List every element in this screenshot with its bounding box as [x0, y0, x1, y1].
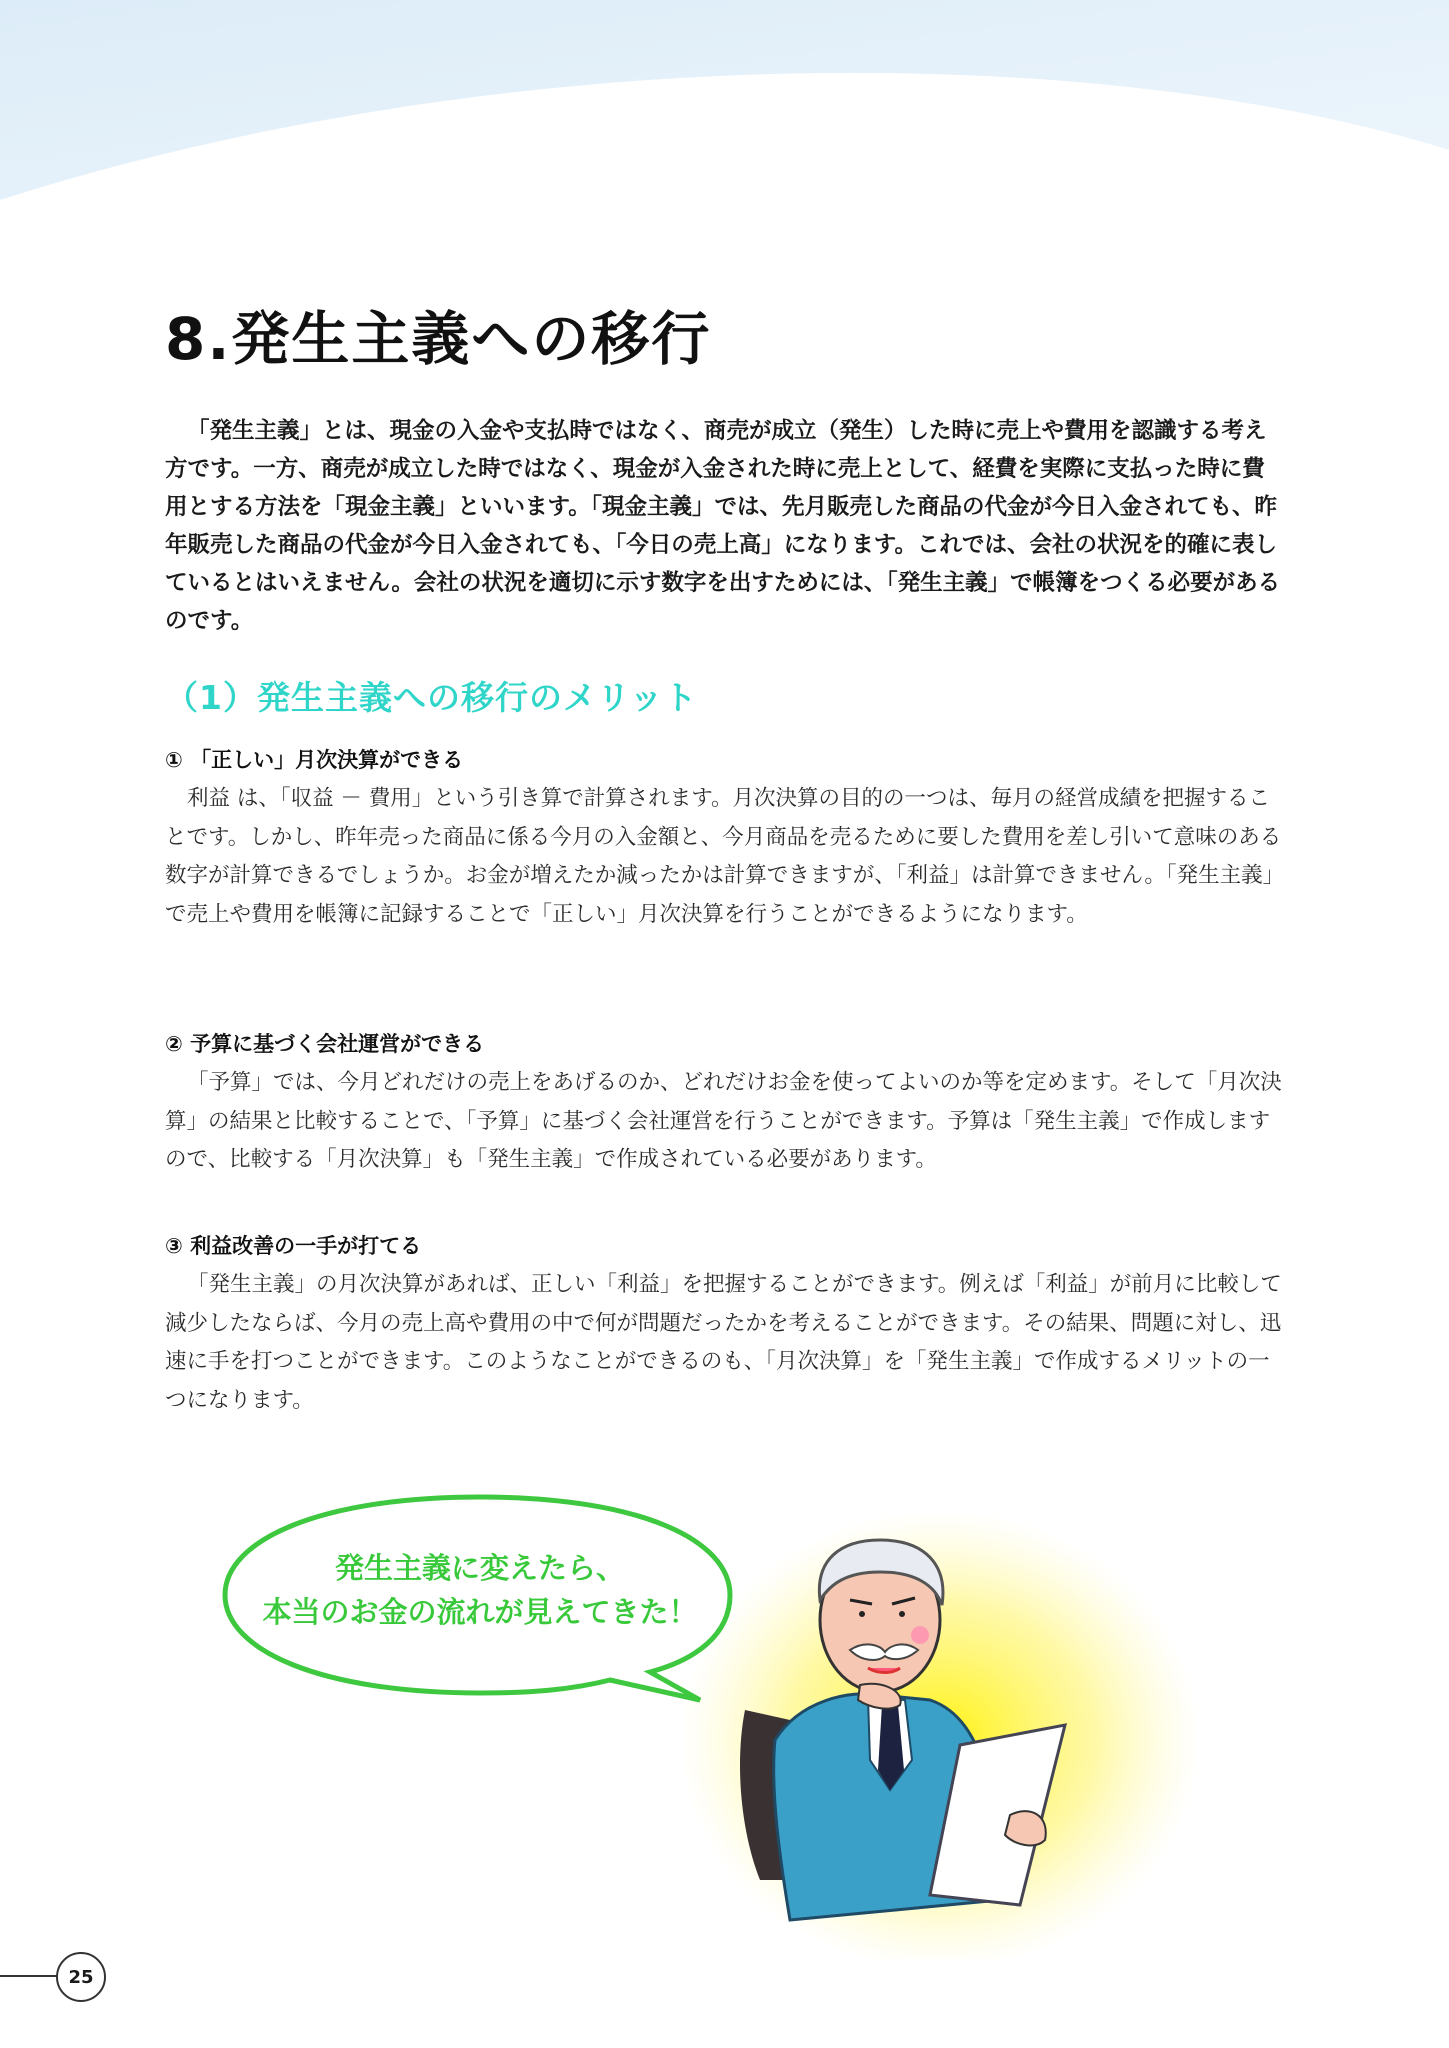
- page-number-rule: [0, 1975, 58, 1977]
- merit-1-heading: ① 「正しい」月次決算ができる: [165, 748, 464, 772]
- section-heading: （1）発生主義への移行のメリット: [165, 678, 698, 717]
- page-number: 25: [56, 1952, 106, 2002]
- header-wave: [0, 0, 1449, 200]
- merit-3: [165, 1230, 1285, 1420]
- intro-paragraph: 「発生主義」とは、現金の入金や支払時ではなく、商売が成立（発生）した時に売上や費用を認識する考え方です。一方、商売が成立した時ではなく、現金が入金された時に売上として、経費を実際に支払った時に費用とする方法を「現金主義」といいます。「現金主義」では、先月販売した商品の代金が今日入金されても、昨年販売した商品の代金が今日入金されても、「今日の売上高」になります。これでは、会社の状況を的確に表しているとはいえません。会社の状況を適切に示す数字を出すためには、「発生主義」で帳簿をつくる必要があるのです。: [165, 418, 1281, 634]
- merit-3-heading: ③ 利益改善の一手が打てる: [165, 1234, 422, 1258]
- merit-1: [165, 744, 1285, 934]
- speech-bubble-text: [235, 1546, 725, 1634]
- merit-1-body: 利益 は、「収益 － 費用」という引き算で計算されます。月次決算の目的の一つは、毎月の経営成績を把握することです。しかし、昨年売った商品に係る今月の入金額と、今月商品を売るために要した費用を差し引いて意味のある数字が計算できるでしょうか。お金が増えたか減ったかは計算できますが、「利益」は計算できません。「発生主義」で売上や費用を帳簿に記録することで「正しい」月次決算を行うことができるようになります。: [165, 786, 1285, 927]
- merit-2: [165, 1028, 1285, 1180]
- page-title: 8.発生主義への移行: [165, 305, 712, 373]
- merit-2-body: 「予算」では、今月どれだけの売上をあげるのか、どれだけお金を使ってよいのか等を定めます。そして「月次決算」の結果と比較することで、「予算」に基づく会社運営を行うことができます。予算は「発生主義」で作成しますので、比較する「月次決算」も「発生主義」で作成されている必要があります。: [165, 1070, 1282, 1172]
- merit-3-body: 「発生主義」の月次決算があれば、正しい「利益」を把握することができます。例えば「利益」が前月に比較して減少したならば、今月の売上高や費用の中で何が問題だったかを考えることができます。その結果、問題に対し、迅速に手を打つことができます。このようなことができるのも、「月次決算」を「発生主義」で作成するメリットの一つになります。: [165, 1272, 1282, 1413]
- speech-bubble-line-2: 本当のお金の流れが見えてきた！: [262, 1595, 698, 1629]
- speech-bubble-line-1: 発生主義に変えたら、: [334, 1551, 625, 1585]
- merit-2-heading: ② 予算に基づく会社運営ができる: [165, 1032, 485, 1056]
